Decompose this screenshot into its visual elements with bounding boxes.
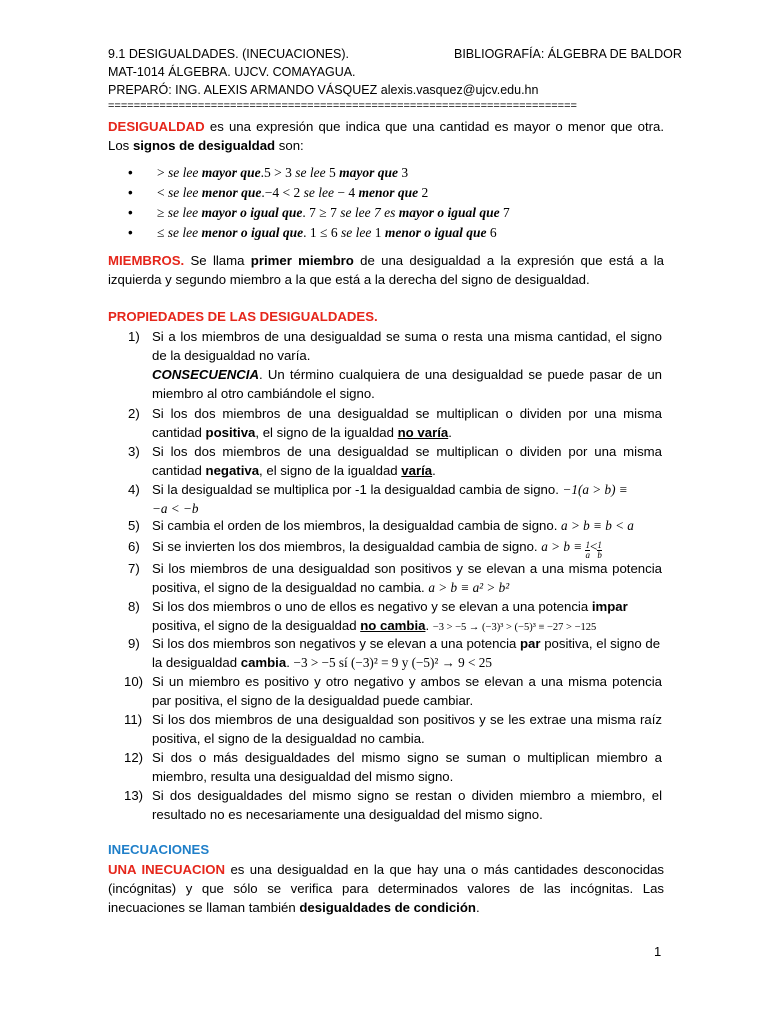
property-7 bbox=[128, 559, 662, 597]
bullet-example: . 1 ≤ 6 bbox=[303, 225, 341, 240]
property-text: Si un miembro es positivo y otro negativo y ambos se elevan a una misma potencia par positiva, el signo de la desigualdad puede cambiar. bbox=[152, 674, 662, 708]
bullet-lee2: se lee bbox=[295, 165, 329, 180]
bullet-name: mayor que bbox=[201, 165, 261, 180]
property-8 bbox=[128, 597, 662, 637]
bullet-lee: se lee bbox=[168, 165, 202, 180]
property-5 bbox=[128, 516, 662, 535]
inecuaciones-heading: INECUACIONES bbox=[108, 842, 210, 857]
bullet-symbol: > bbox=[157, 165, 168, 180]
header-separator: ========================================================================= bbox=[108, 100, 577, 112]
property-number: 1) bbox=[128, 329, 140, 344]
bullet-symbol: < bbox=[157, 185, 168, 200]
property-text: . bbox=[425, 618, 433, 633]
property-number: 12) bbox=[124, 750, 144, 765]
miembros-term: MIEMBROS. bbox=[108, 253, 185, 268]
bullet-name: mayor o igual que bbox=[201, 205, 303, 220]
property-bold: negativa bbox=[205, 463, 260, 478]
propiedades-heading: PROPIEDADES DE LAS DESIGUALDADES. bbox=[108, 309, 378, 324]
bullet-example: .−4 < 2 bbox=[261, 185, 304, 200]
inecuacion-term: UNA INECUACION bbox=[108, 862, 226, 877]
property-4 bbox=[128, 480, 662, 518]
property-12 bbox=[124, 748, 662, 786]
property-bold: positiva bbox=[205, 425, 256, 440]
bullet-res-post: 2 bbox=[418, 185, 429, 200]
property-text: Si los dos miembros son negativos y se elevan a una potencia bbox=[152, 636, 520, 651]
bullet-res: mayor o igual que bbox=[398, 205, 500, 220]
consecuencia-label: CONSECUENCIA bbox=[152, 367, 259, 382]
property-1 bbox=[128, 327, 662, 403]
property-13 bbox=[124, 786, 662, 824]
intro-paragraph bbox=[108, 117, 664, 155]
header-author bbox=[108, 82, 538, 98]
header-bibliography: BIBLIOGRAFÍA: ÁLGEBRA DE BALDOR bbox=[454, 47, 682, 61]
property-math: −a < −b bbox=[152, 501, 199, 516]
bullet-icon: • bbox=[128, 185, 133, 200]
property-text: Si a los miembros de una desigualdad se suma o resta una misma cantidad, el signo de la desigualdad no varía. bbox=[152, 329, 662, 363]
property-6 bbox=[128, 537, 662, 560]
property-underline: no cambia bbox=[360, 618, 426, 633]
property-number: 9) bbox=[128, 636, 140, 651]
property-text: Si cambia el orden de los miembros, la desigualdad cambia de signo. bbox=[152, 518, 562, 533]
bullet-lee: se lee bbox=[168, 185, 202, 200]
bullet-res-pre: 1 bbox=[374, 225, 385, 240]
property-number: 11) bbox=[124, 712, 143, 727]
bullet-icon: • bbox=[128, 205, 133, 220]
bullet-res-pre: − 4 bbox=[337, 185, 359, 200]
property-underline: varía bbox=[401, 463, 433, 478]
bullet-lee: se lee bbox=[167, 225, 202, 240]
inecuacion-text: es una desigualdad en la que hay una o más cantidades desconocidas (incógnitas) y que sólo se verifica para determinados valores de las incógnitas. Las inecuaciones se llaman también bbox=[108, 862, 664, 915]
property-11 bbox=[124, 710, 662, 748]
property-number: 13) bbox=[124, 788, 144, 803]
bullet-lee2: se lee bbox=[303, 185, 338, 200]
header-title: 9.1 DESIGUALDADES. (INECUACIONES). bbox=[108, 47, 350, 61]
bullet-res-post: 6 bbox=[486, 225, 497, 240]
bullet-res-post: 3 bbox=[397, 165, 409, 180]
property-3 bbox=[128, 442, 662, 480]
bullet-name: menor que bbox=[201, 185, 262, 200]
miembros-text-end: de una desigualdad a la expresión que está a la izquierda y segundo miembro a la que está a la derecha del signo de desigualdad. bbox=[108, 253, 665, 287]
property-number: 5) bbox=[128, 518, 140, 533]
property-bold: impar bbox=[591, 599, 628, 614]
property-text: Si los miembros de una desigualdad son positivos y se elevan a una misma potencia positiva, el signo de la desigualdad no cambia. bbox=[152, 561, 662, 595]
intro-bold: signos de desigualdad bbox=[132, 138, 276, 153]
intro-text: es una expresión que indica que una cantidad es mayor o menor que otra. Los bbox=[108, 119, 664, 153]
property-underline: no varía bbox=[397, 425, 449, 440]
property-number: 4) bbox=[128, 482, 140, 497]
page-number: 1 bbox=[654, 944, 662, 959]
property-math: a > b ≡ bbox=[541, 539, 586, 554]
bullet-icon: • bbox=[128, 225, 133, 240]
bullet-lee2: se lee bbox=[340, 225, 375, 240]
bullet-example: . 7 ≥ 7 bbox=[302, 205, 341, 220]
property-number: 6) bbox=[128, 539, 140, 554]
less-than: < bbox=[589, 539, 598, 554]
property-text: . bbox=[432, 463, 436, 478]
author-email[interactable]: alexis.vasquez@ujcv.edu.hn bbox=[380, 83, 539, 97]
bullet-res-pre: 5 bbox=[328, 165, 340, 180]
property-text: Si los dos miembros de una desigualdad se multiplican o dividen por una misma cantidad bbox=[152, 406, 662, 440]
property-text: Si los dos miembros o uno de ellos es negativo y se elevan a una potencia bbox=[152, 599, 592, 614]
bullet-name: menor o igual que bbox=[201, 225, 304, 240]
property-text: positiva, el signo de la desigualdad bbox=[152, 636, 661, 670]
property-number: 2) bbox=[128, 406, 140, 421]
property-text: . bbox=[286, 655, 294, 670]
property-text: . bbox=[448, 425, 452, 440]
property-math: a > b ≡ b < a bbox=[561, 518, 634, 533]
inecuacion-text-end: . bbox=[475, 900, 480, 915]
property-number: 3) bbox=[128, 444, 140, 459]
bullet-symbol: ≥ bbox=[157, 205, 168, 220]
author-name: PREPARÓ: ING. ALEXIS ARMANDO VÁSQUEZ bbox=[108, 83, 378, 97]
property-math: a > b ≡ a² > b² bbox=[428, 580, 510, 595]
property-number: 10) bbox=[124, 674, 144, 689]
property-text: Si los dos miembros de una desigualdad son positivos y se les extrae una misma raíz positiva, el signo de la desigualdad no cambia. bbox=[152, 712, 662, 746]
miembros-bold: primer miembro bbox=[250, 253, 354, 268]
header-course: MAT-1014 ÁLGEBRA. UJCV. COMAYAGUA. bbox=[108, 65, 356, 79]
property-number: 7) bbox=[128, 561, 140, 576]
miembros-text: Se llama bbox=[184, 253, 251, 268]
consecuencia-text: . Un término cualquiera de una desigualdad se puede pasar de un miembro al otro cambiándole el signo. bbox=[152, 367, 662, 401]
bullet-symbol: ≤ bbox=[157, 225, 168, 240]
property-bold: cambia bbox=[240, 655, 287, 670]
property-math: −1(a > b) ≡ bbox=[562, 482, 628, 497]
bullet-res: menor que bbox=[358, 185, 419, 200]
property-bold: par bbox=[520, 636, 541, 651]
bullet-lee2: se lee 7 es bbox=[340, 205, 399, 220]
bullet-lee: se lee bbox=[167, 205, 202, 220]
property-text: , el signo de la igualdad bbox=[255, 425, 398, 440]
property-text: positiva, el signo de la desigualdad bbox=[152, 618, 361, 633]
inecuacion-bold: desigualdades de condición bbox=[299, 900, 476, 915]
property-number: 8) bbox=[128, 599, 140, 614]
bullet-icon: • bbox=[128, 165, 133, 180]
inecuacion-paragraph bbox=[108, 860, 664, 917]
property-2 bbox=[128, 404, 662, 442]
bullet-res: menor o igual que bbox=[384, 225, 487, 240]
property-math: −3 > −5 sí (−3)² = 9 y (−5)² → 9 < 25 bbox=[293, 655, 492, 670]
property-text: Si los dos miembros de una desigualdad se multiplican o dividen por una misma cantidad bbox=[152, 444, 662, 478]
property-math: −3 > −5 → (−3)³ > (−5)³ ≡ −27 > −125 bbox=[432, 622, 597, 633]
miembros-paragraph bbox=[108, 251, 664, 289]
property-9 bbox=[128, 634, 662, 672]
property-text: Si la desigualdad se multiplica por -1 la desigualdad cambia de signo. bbox=[152, 482, 563, 497]
bullet-res-post: 7 bbox=[499, 205, 510, 220]
fraction-1-over-b: $\frac{1}{b}$ bbox=[597, 540, 602, 560]
property-text: Si se invierten los dos miembros, la desigualdad cambia de signo. bbox=[152, 539, 542, 554]
property-text: Si dos desigualdades del mismo signo se restan o dividen miembro a miembro, el resultado no es necesariamente una desigualdad del mismo signo. bbox=[152, 788, 662, 822]
property-10 bbox=[124, 672, 662, 710]
bullet-example: .5 > 3 bbox=[260, 165, 296, 180]
fraction-1-over-a: $\frac{1}{a}$ bbox=[585, 540, 590, 560]
property-text: , el signo de la igualdad bbox=[259, 463, 402, 478]
desigualdad-term: DESIGUALDAD bbox=[108, 119, 205, 134]
bullet-res: mayor que bbox=[339, 165, 398, 180]
intro-text-end: son: bbox=[275, 138, 304, 153]
property-text: Si dos o más desigualdades del mismo signo se suman o multiplican miembro a miembro, resulta una desigualdad del mismo signo. bbox=[152, 750, 662, 784]
